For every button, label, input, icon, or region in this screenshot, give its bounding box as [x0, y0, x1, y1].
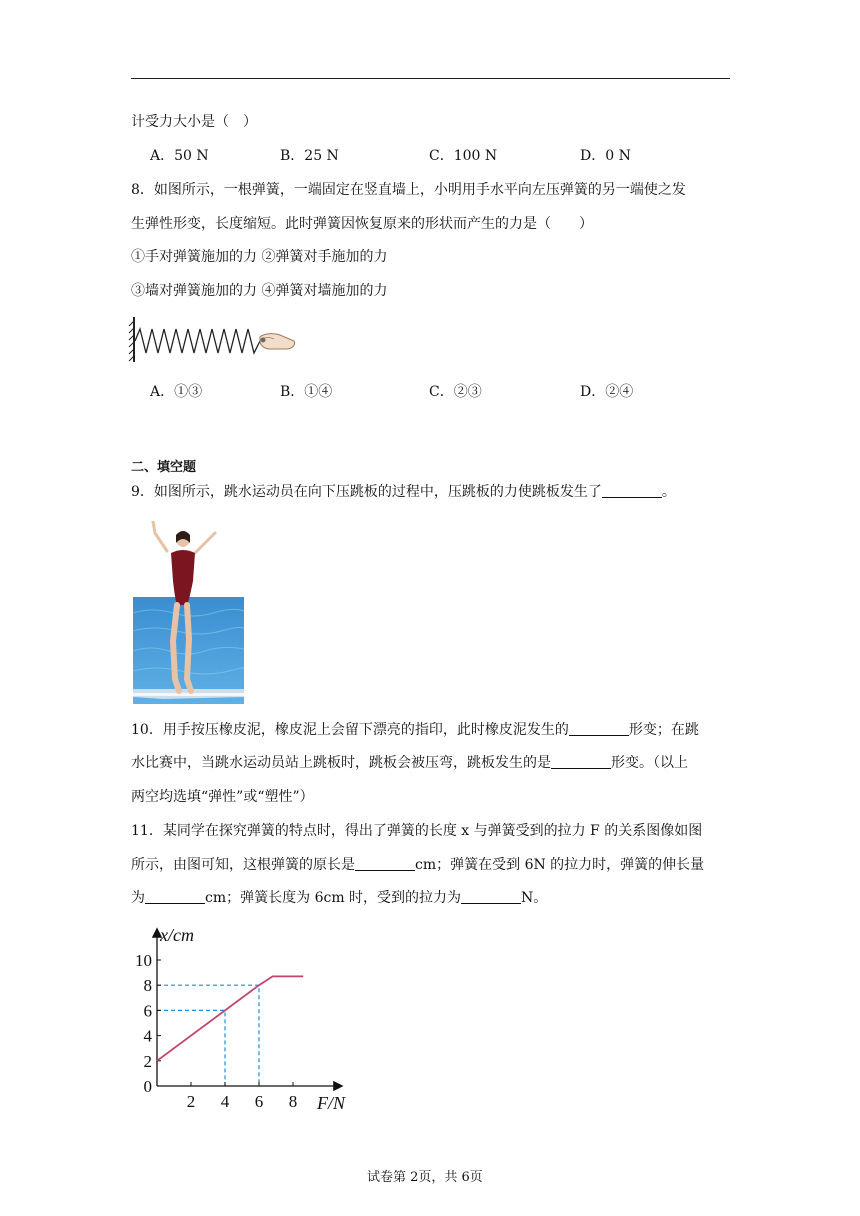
q7-option-a: A．50 N: [150, 148, 209, 164]
q8-text-line2: 生弹性形变，长度缩短。此时弹簧因恢复原来的形状而产生的力是（ ）: [131, 216, 593, 232]
q11-part-f: N。: [521, 890, 548, 906]
spring-wall-hand-figure: [128, 315, 298, 365]
x-tick-label: 6: [254, 1092, 264, 1111]
q11-part-d: 为: [131, 890, 145, 906]
hand-icon: [260, 334, 295, 349]
guide-line: [157, 1010, 225, 1086]
q10-line1: [131, 720, 699, 740]
y-tick-label: 2: [143, 1051, 152, 1071]
header-rule: [131, 78, 730, 79]
wall-icon: [129, 317, 134, 362]
answer-blank: [602, 483, 662, 498]
q8-statement-3-4: ③墙对弹簧施加的力 ④弹簧对墙施加的力: [131, 283, 388, 299]
y-tick-label: 0: [143, 1077, 152, 1096]
spring-icon: [135, 329, 260, 353]
q8-option-c: C．②③: [429, 384, 482, 400]
x-axis-label: F/N: [317, 1093, 346, 1113]
q9-text: [131, 482, 676, 502]
q7-option-d: D．0 N: [580, 148, 631, 164]
chart-series: [157, 976, 303, 1060]
page-footer: 试卷第 2页，共 6页: [367, 1170, 483, 1185]
q9-question: 9．如图所示，跳水运动员在向下压跳板的过程中，压跳板的力使跳板发生了: [131, 484, 602, 500]
x-tick-label: 4: [220, 1092, 230, 1111]
q8-option-a: A．①③: [150, 384, 203, 400]
answer-blank: [461, 889, 521, 904]
x-tick-label: 2: [186, 1092, 196, 1111]
q11-part-b: 所示，由图可知，这根弹簧的原长是: [131, 857, 355, 873]
q10-part-c: 水比赛中，当跳水运动员站上跳板时，跳板会被压弯，跳板发生的是: [131, 755, 551, 771]
q10-line2: [131, 753, 688, 773]
q11-part-e: cm；弹簧长度为 6cm 时，受到的拉力为: [205, 890, 462, 906]
diver-photo: [133, 521, 244, 704]
q9-end: 。: [661, 484, 676, 500]
chart-guides: [157, 985, 259, 1086]
series-line: [157, 976, 303, 1060]
q8-statement-1-2: ①手对弹簧施加的力 ②弹簧对手施加的力: [131, 249, 388, 265]
q7-tail: 计受力大小是（ ）: [131, 114, 257, 130]
guide-line: [157, 985, 259, 1086]
y-axis-label: x/cm: [160, 925, 194, 945]
y-tick-label: 6: [143, 1001, 152, 1021]
q8-text-line1: 8．如图所示，一根弹簧，一端固定在竖直墙上，小明用手水平向左压弹簧的另一端使之发: [131, 182, 686, 198]
q8-option-b: B．①④: [280, 384, 333, 400]
q8-option-d: D．②④: [580, 384, 634, 400]
y-tick-label: 4: [143, 1026, 152, 1046]
y-tick-label: 10: [135, 951, 152, 970]
chart-labels: [135, 925, 346, 1113]
x-tick-label: 8: [288, 1092, 298, 1111]
q10-part-d: 形变。（以上: [611, 755, 688, 771]
chart-axes: [157, 930, 341, 1086]
answer-blank: [551, 754, 611, 769]
q11-line3: [131, 888, 547, 908]
answer-blank: [355, 856, 415, 871]
q10-part-a: 10．用手按压橡皮泥，橡皮泥上会留下漂亮的指印，此时橡皮泥发生的: [131, 722, 569, 738]
q11-part-c: cm；弹簧在受到 6N 的拉力时，弹簧的伸长量: [415, 857, 705, 873]
q11-line1: 11．某同学在探究弹簧的特点时，得出了弹簧的长度 x 与弹簧受到的拉力 F 的关系图像如图: [131, 823, 703, 839]
q11-line2: [131, 855, 704, 875]
q7-option-b: B．25 N: [280, 148, 339, 164]
answer-blank: [569, 721, 629, 736]
answer-blank: [145, 889, 205, 904]
section-title: 二、填空题: [131, 460, 197, 475]
y-tick-label: 8: [143, 976, 152, 996]
q10-line3: 两空均选填“弹性”或“塑性”）: [131, 789, 314, 805]
spring-length-force-chart: [128, 922, 358, 1117]
q10-part-b: 形变；在跳: [628, 722, 699, 738]
q7-option-c: C．100 N: [429, 148, 498, 164]
